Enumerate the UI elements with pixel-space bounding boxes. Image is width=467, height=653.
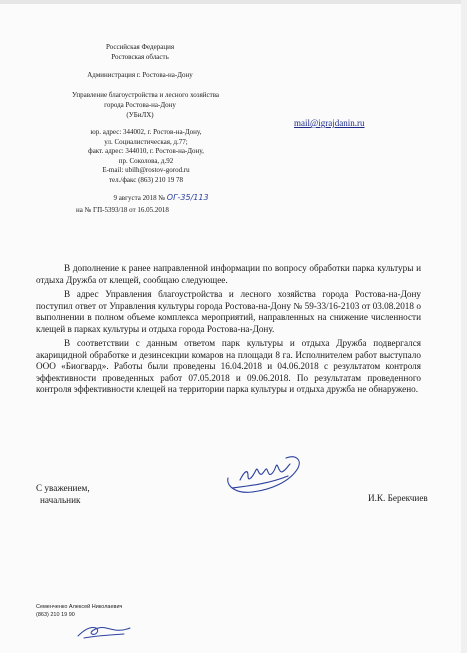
legal-address-line2: ул. Социалистическая, д.77; xyxy=(104,137,188,146)
letterhead-department-abbr: (УБиЛХ) xyxy=(126,111,154,119)
outgoing-date: 9 августа 2018 № xyxy=(113,194,166,202)
outgoing-number-handwritten: ОГ-35/113 xyxy=(166,193,209,202)
letterhead-country: Российская Федерация xyxy=(105,43,175,51)
sender-address xyxy=(58,128,234,185)
letterhead-department-line2: города Ростова-на-Дону xyxy=(104,101,176,109)
letterhead-administration: Администрация г. Ростова-на-Дону xyxy=(87,71,193,79)
scan-edge-top xyxy=(0,0,467,4)
executor-signature-image xyxy=(74,620,134,642)
executor-phone: (863) 210 19 90 xyxy=(36,611,75,618)
letterhead-department-line1: Управление благоустройства и лесного хозяйства xyxy=(72,91,220,99)
letterhead xyxy=(72,42,220,120)
closing-block xyxy=(36,483,90,506)
letterhead-region: Ростовская область xyxy=(111,53,169,61)
executor-name: Семенченко Алексей Николаевич xyxy=(36,604,123,610)
legal-address-line1: юр. адрес: 344002, г. Ростов-на-Дону, xyxy=(90,128,202,136)
body-paragraph-2: В адрес Управления благоустройства и лесного хозяйства города Ростова-на-Дону поступил ответ от Управления культуры города Ростова-на-Дону № 59-33/16-2103 от 03.08.2018 о выполнении в полном объеме комплекса мероприятий, направленных на снижение численности клещей в парках культуры и отдыха города Ростова-на-Дону. xyxy=(36,289,421,334)
signature-image xyxy=(218,442,306,502)
recipient-email: mail@igrajdanin.ru xyxy=(294,118,365,128)
reference-number: на № ГП-5393/18 от 16.05.2018 xyxy=(76,206,169,214)
closing-regards: С уважением, xyxy=(36,483,90,493)
executor-block xyxy=(36,604,122,619)
sender-email: E-mail: ubilh@rostov-gorod.ru xyxy=(102,166,190,174)
body-paragraph-3: В соответствии с данным ответом парк культуры и отдыха Дружба подвергался акарицидной обработке и дезинсекции комаров на площади 8 га. Исполнителем работ выступало ООО «Биогвард». Работы были проведены 16.04.2018 и 04.06.2018 с результатом контроля эффективности проведенных работ 07.05.2018 и 09.06.2018. По результатам проведенного контроля эффективности клещей на территории парка культуры и отдыха дружба не обнаружено. xyxy=(36,338,421,394)
closing-title: начальник xyxy=(40,494,81,505)
signer-name: И.К. Берекчиев xyxy=(368,493,428,503)
actual-address-line2: пр. Соколова, д.92 xyxy=(118,156,174,165)
sender-phone: тел./факс (863) 210 19 78 xyxy=(109,175,183,184)
scan-edge-right xyxy=(461,0,467,653)
outgoing-number xyxy=(86,193,236,203)
letter-body xyxy=(36,263,421,396)
body-paragraph-1: В дополнение к ранее направленной информации по вопросу обработки парка культуры и отдыха Дружба от клещей, сообщаю следующее. xyxy=(36,263,421,285)
actual-address-line1: факт. адрес: 344010, г. Ростов-на-Дону, xyxy=(88,147,204,155)
